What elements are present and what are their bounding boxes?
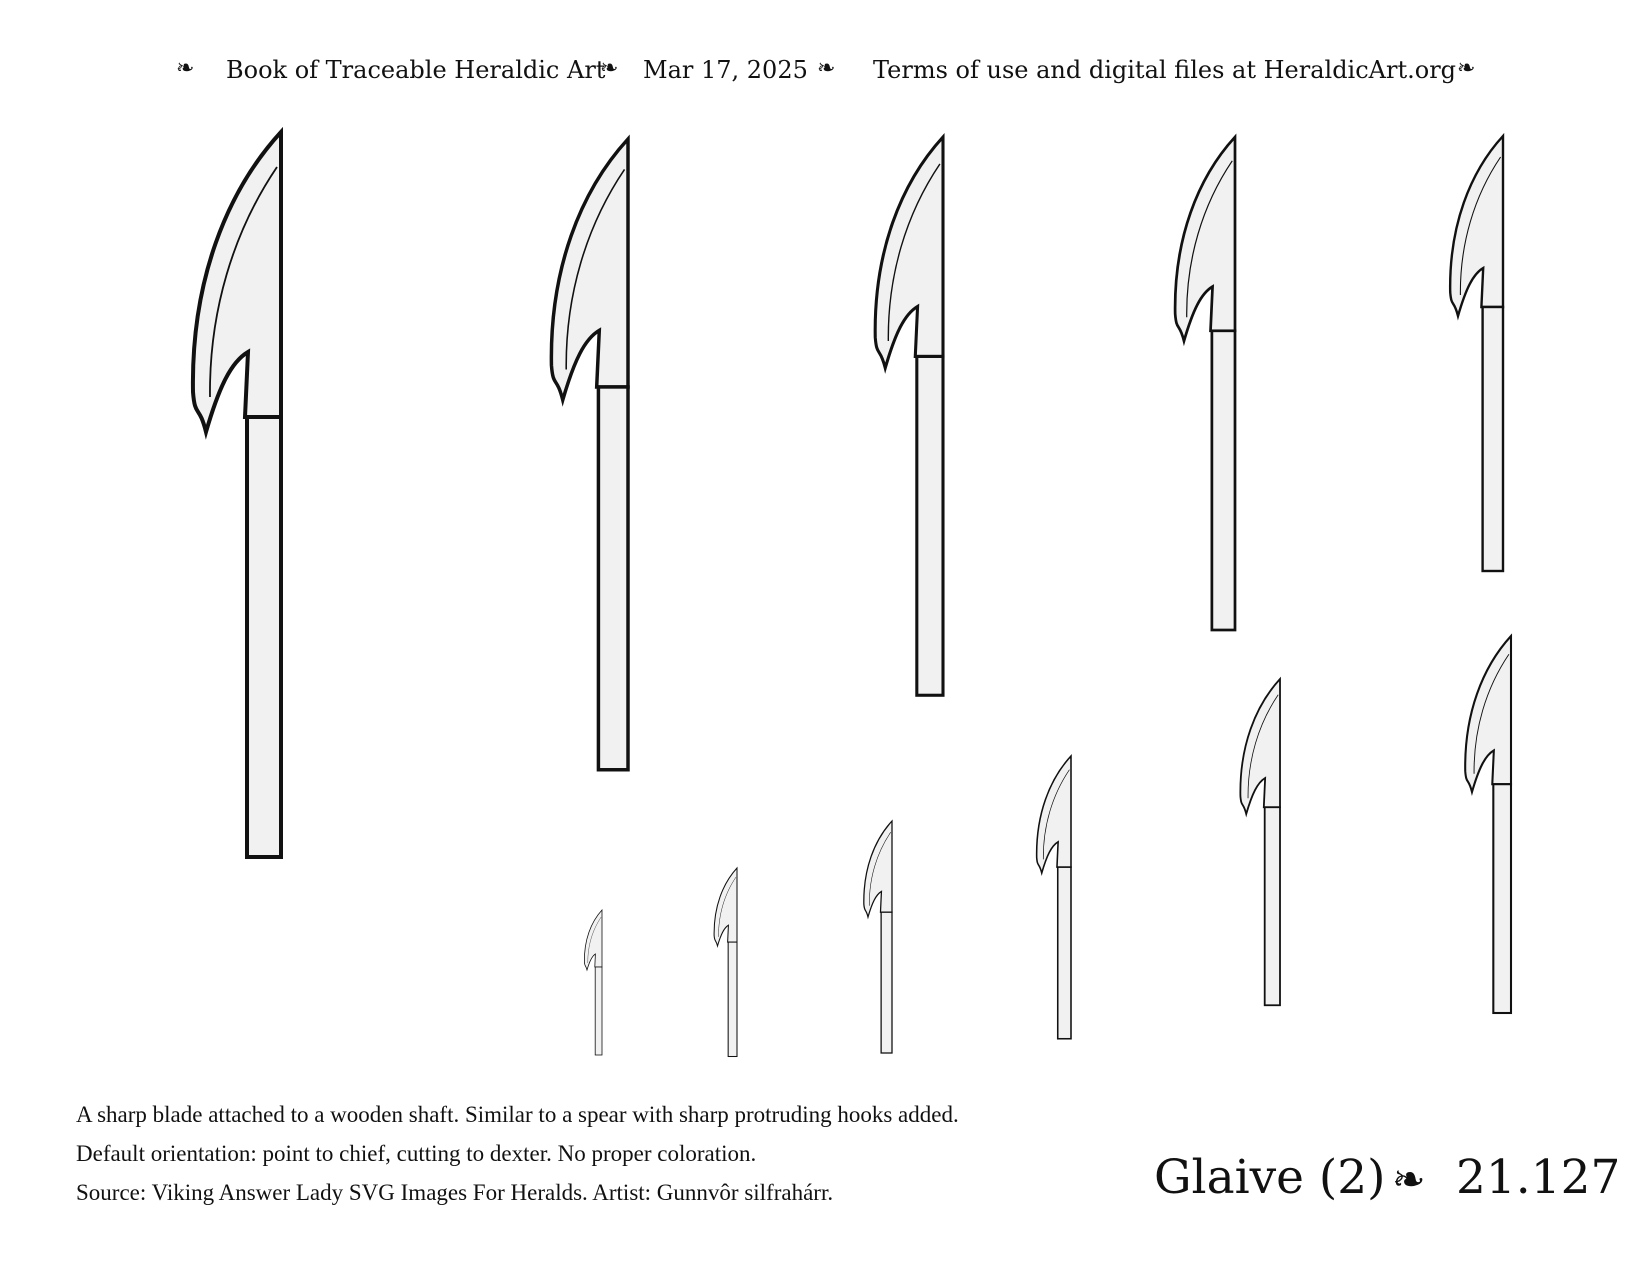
glaive-small-2: [714, 868, 737, 1057]
fleuron-icon: ❧: [176, 56, 195, 81]
fleuron-icon: ❧: [1457, 56, 1476, 81]
fleuron-icon: ❧: [600, 56, 619, 81]
glaive-small-4: [1037, 756, 1071, 1039]
glaive-large-1: [193, 132, 281, 857]
glaive-large-2: [551, 139, 628, 770]
fleuron-icon: ❧: [817, 56, 836, 81]
plate-name: Glaive (2): [1154, 1150, 1386, 1205]
fleuron-icon: ❧: [1392, 1157, 1426, 1203]
glaive-large-4: [1175, 137, 1235, 630]
source-line: Source: Viking Answer Lady SVG Images For Heralds. Artist: Gunnvôr silfrahárr.: [76, 1180, 834, 1205]
plate-date: Mar 17, 2025: [643, 56, 808, 84]
glaive-small-1: [584, 910, 602, 1055]
description-block: [76, 1095, 959, 1212]
glaive-small-3: [864, 821, 892, 1053]
glaive-large-3: [875, 137, 943, 695]
description-line: A sharp blade attached to a wooden shaft. Similar to a spear with sharp protruding hooks added.: [76, 1102, 959, 1127]
book-title: Book of Traceable Heraldic Art: [226, 56, 606, 84]
glaive-small-6: [1465, 636, 1511, 1013]
orientation-line: Default orientation: point to chief, cutting to dexter. No proper coloration.: [76, 1141, 757, 1166]
glaive-large-5: [1450, 136, 1503, 571]
plate-identifier: [1140, 1150, 1621, 1210]
terms-of-use: Terms of use and digital files at HeraldicArt.org: [873, 56, 1457, 84]
glaive-small-5: [1240, 679, 1280, 1005]
plate-number: 21.127: [1456, 1150, 1621, 1205]
